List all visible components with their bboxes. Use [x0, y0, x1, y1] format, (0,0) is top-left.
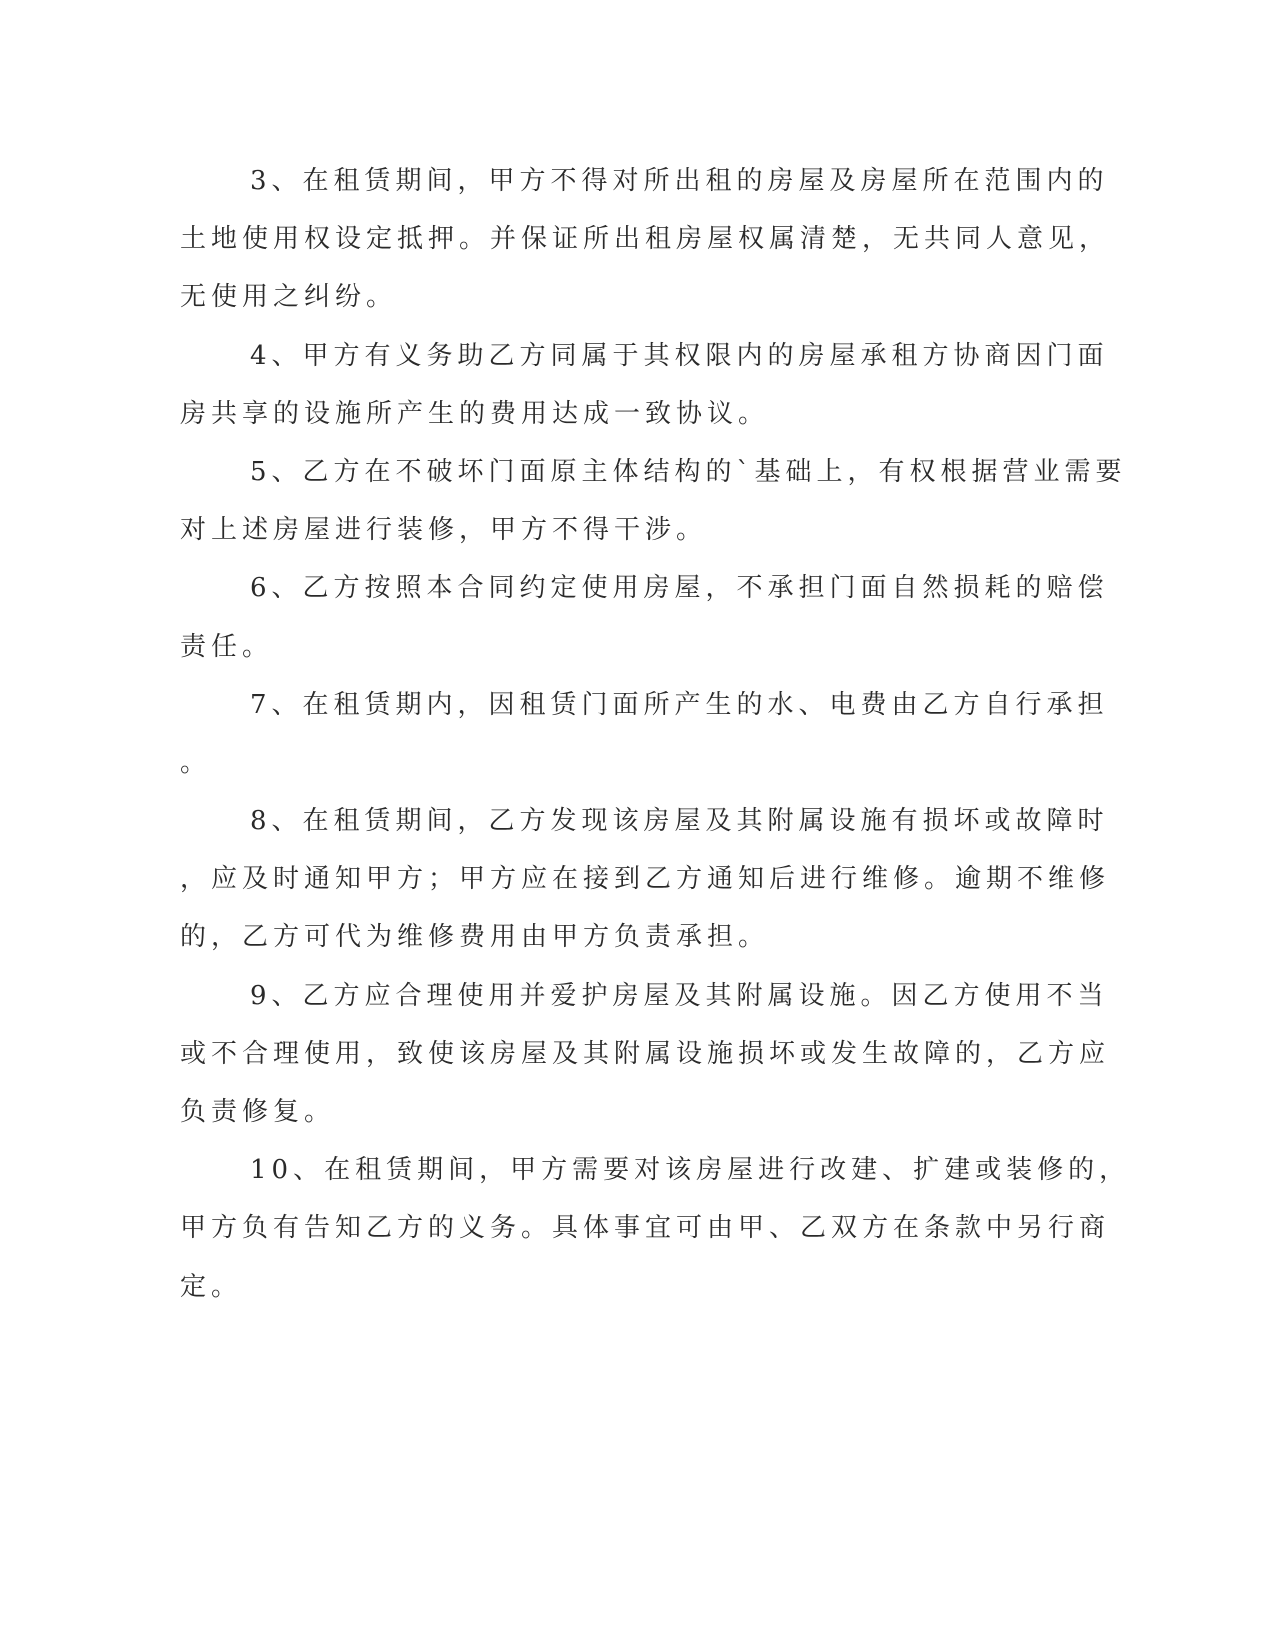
text-line: 甲方负有告知乙方的义务。具体事宜可由甲、乙双方在条款中另行商 [180, 1213, 1111, 1244]
text-line: 土地使用权设定抵押。并保证所出租房屋权属清楚，无共同人意见， [180, 224, 1111, 255]
text-line: 定。 [180, 1271, 243, 1302]
text-line: 4、甲方有义务助乙方同属于其权限内的房屋承租方协商因门面 [250, 340, 1109, 371]
text-line: 3、在租赁期间，甲方不得对所出租的房屋及房屋所在范围内的 [250, 166, 1109, 196]
text-line: 。 [180, 747, 212, 778]
text-line: 8、在租赁期间，乙方发现该房屋及其附属设施有损坏或故障时 [250, 806, 1109, 837]
text-line: 无使用之纠纷。 [180, 282, 398, 313]
text-line: ，应及时通知甲方；甲方应在接到乙方通知后进行维修。逾期不维修 [180, 864, 1111, 895]
text-line: 7、在租赁期内，因租赁门面所产生的水、电费由乙方自行承担 [250, 689, 1109, 720]
text-line: 对上述房屋进行装修，甲方不得干涉。 [180, 515, 708, 546]
text-line: 的，乙方可代为维修费用由甲方负责承担。 [180, 922, 770, 953]
text-line: 5、乙方在不破坏门面原主体结构的`基础上，有权根据营业需要 [250, 456, 1127, 487]
document-body [180, 152, 1131, 1316]
text-line: 9、乙方应合理使用并爱护房屋及其附属设施。因乙方使用不当 [250, 980, 1109, 1011]
text-line: 或不合理使用，致使该房屋及其附属设施损坏或发生故障的，乙方应 [180, 1038, 1111, 1069]
text-line: 6、乙方按照本合同约定使用房屋，不承担门面自然损耗的赔偿 [250, 573, 1109, 604]
text-line: 10、在租赁期间，甲方需要对该房屋进行改建、扩建或装修的， [250, 1155, 1131, 1186]
text-line: 房共享的设施所产生的费用达成一致协议。 [180, 398, 770, 429]
text-line: 负责修复。 [180, 1097, 336, 1127]
text-line: 责任。 [180, 631, 274, 662]
